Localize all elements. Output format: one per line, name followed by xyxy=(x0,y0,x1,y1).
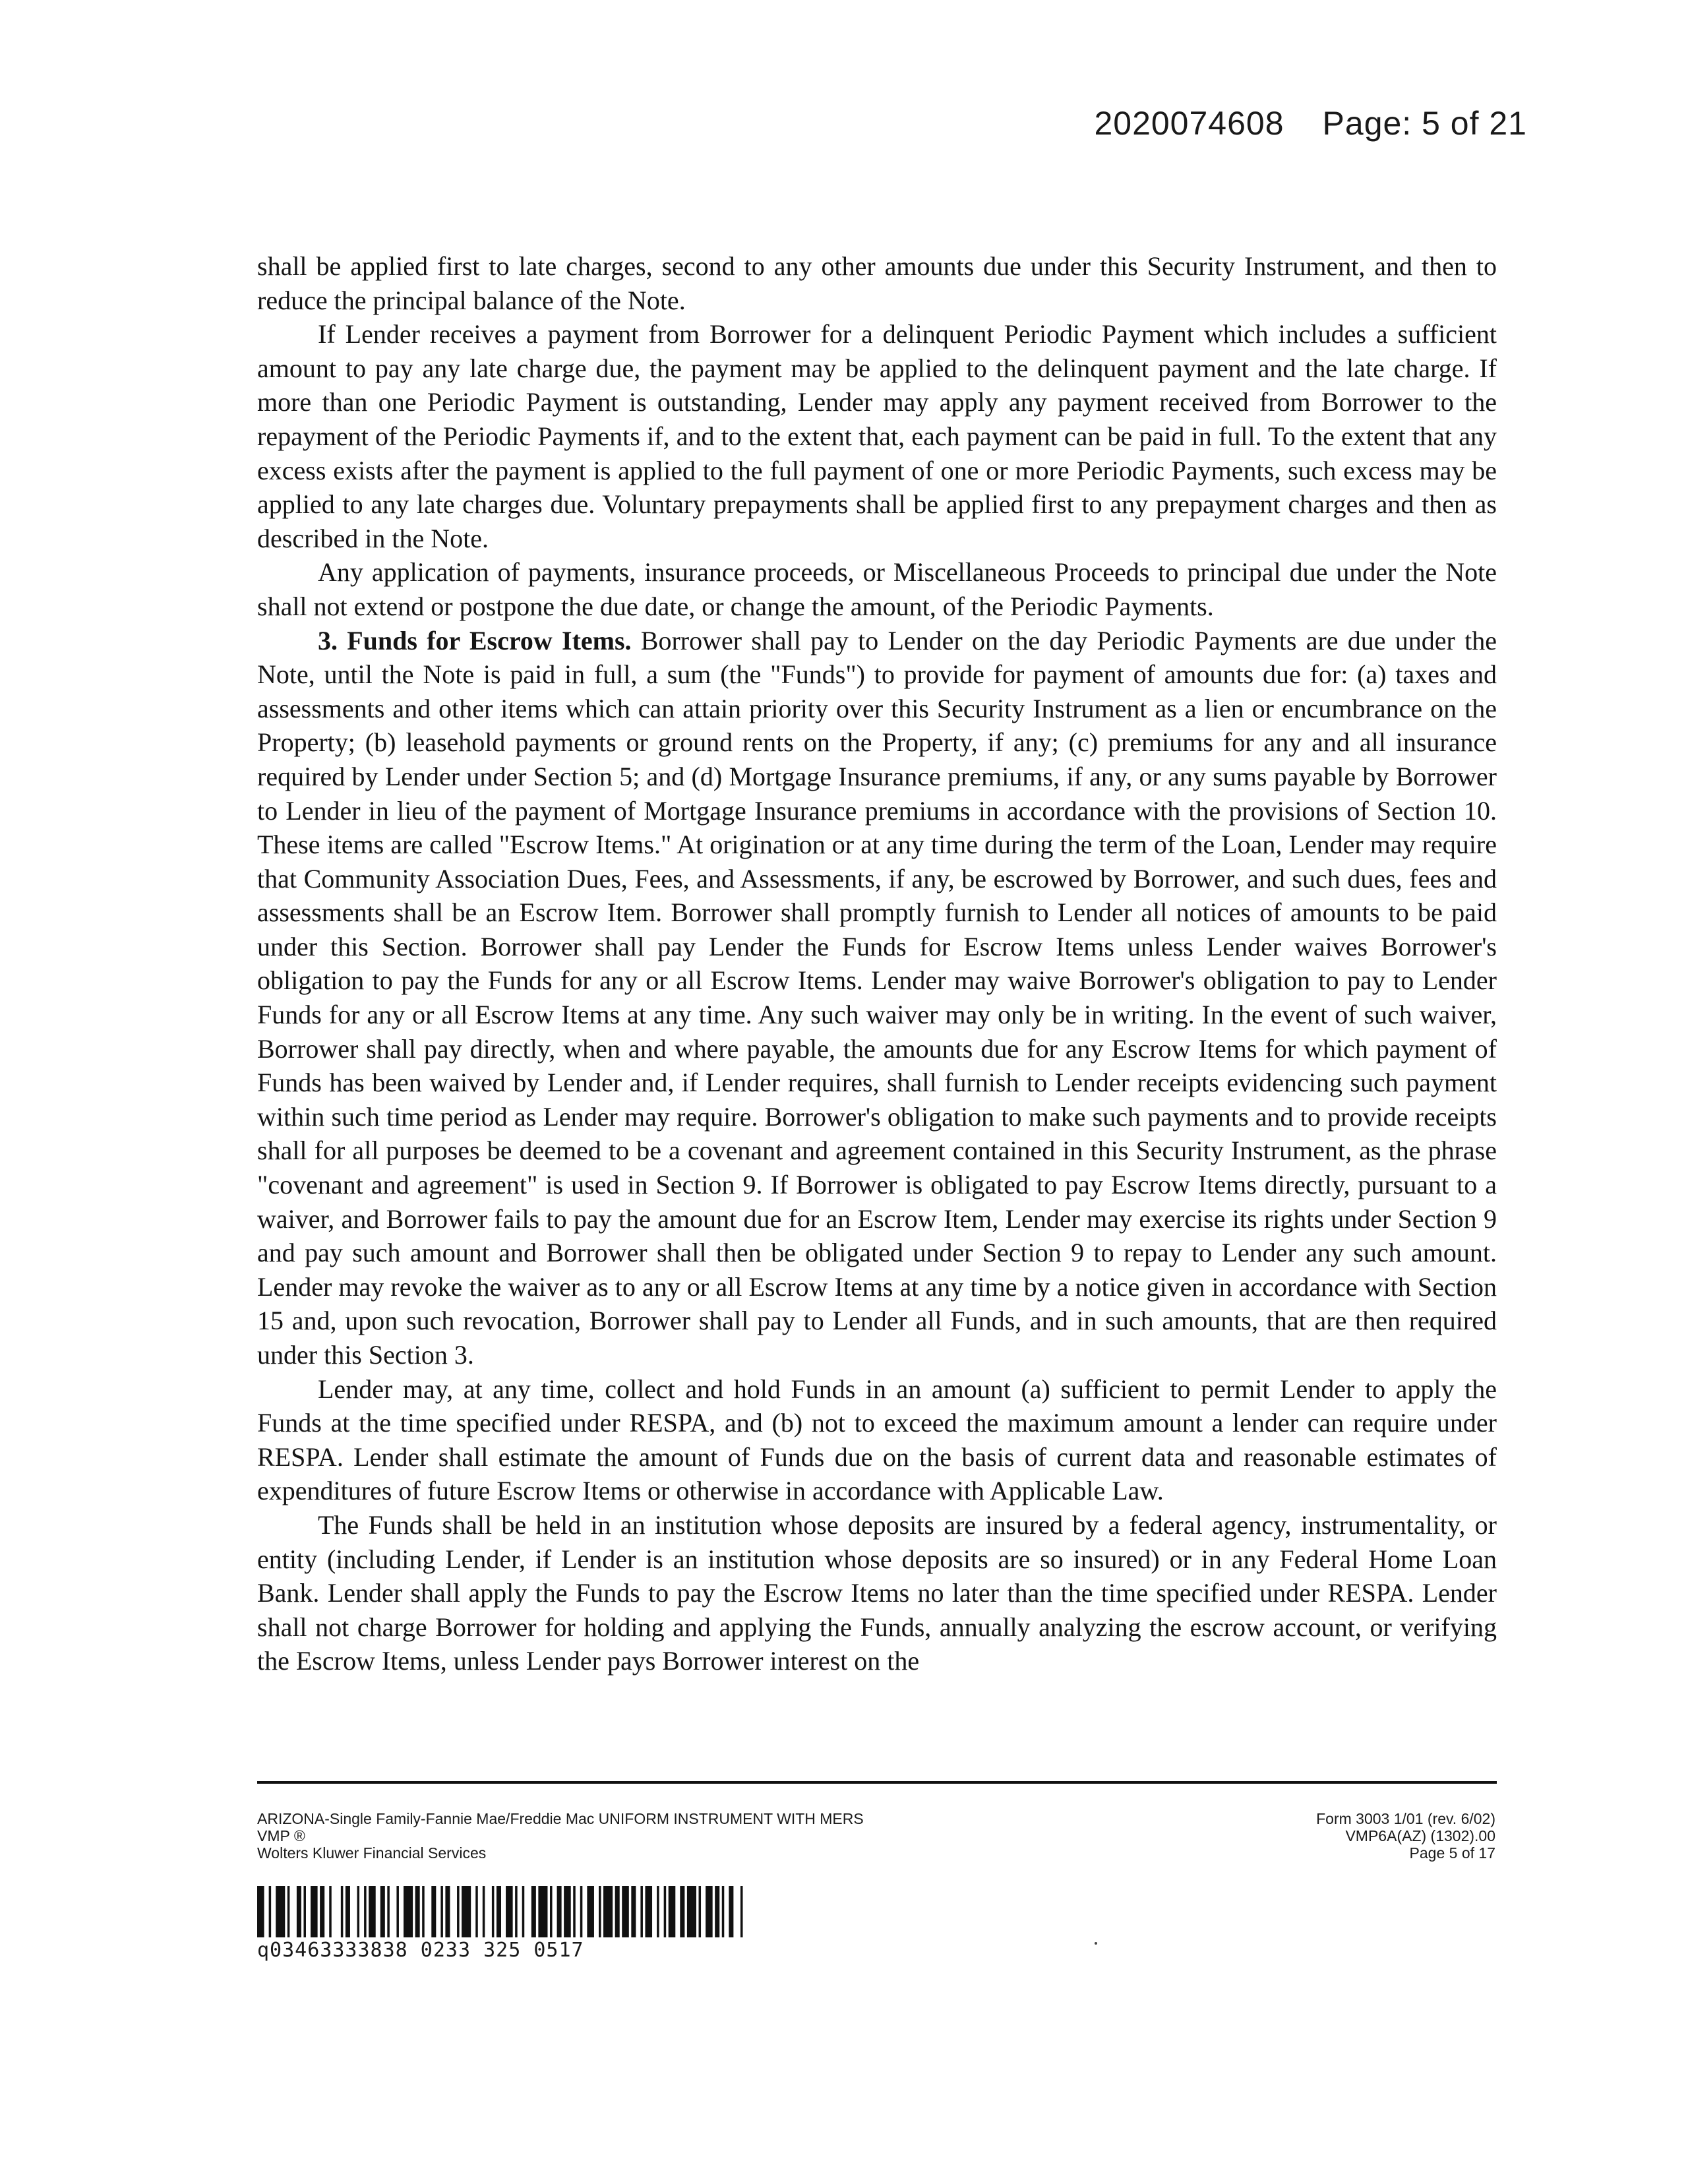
footer-publisher: Wolters Kluwer Financial Services xyxy=(257,1844,487,1862)
barcode-bar xyxy=(515,1886,518,1937)
barcode-bar xyxy=(699,1886,702,1937)
barcode-bar xyxy=(320,1886,324,1937)
barcode-bar xyxy=(687,1886,696,1937)
barcode-bar xyxy=(622,1886,629,1937)
barcode-bar xyxy=(615,1886,620,1937)
footer-form-info xyxy=(257,1810,864,1862)
barcode-bar xyxy=(657,1886,659,1937)
barcode-bar xyxy=(415,1886,420,1937)
barcode-number: q03463333838 0233 325 0517 xyxy=(257,1939,584,1962)
paragraph-respa: Lender may, at any time, collect and hold Funds in an amount (a) sufficient to permit Lender to apply the Funds at the time specified under RESPA, and (b) not to exceed the maximum amount a lender can require under RESPA. Lender shall estimate the amount of Funds due on the basis of current data and reasonable estimates of expenditures of future Escrow Items or otherwise in accordance with Applicable Law. xyxy=(257,1374,1497,1506)
barcode-bar xyxy=(669,1886,676,1937)
barcode-bar xyxy=(497,1886,501,1937)
section-heading: 3. Funds for Escrow Items. xyxy=(318,625,632,655)
barcode-bar xyxy=(297,1886,301,1937)
paragraph-continuation: shall be applied first to late charges, second to any other amounts due under this Security Instrument, and then to reduce the principal balance of the Note. xyxy=(257,251,1497,315)
barcode-bar xyxy=(587,1886,594,1937)
paragraph-institution: The Funds shall be held in an institution whose deposits are insured by a federal agency, instrumentality, or entity (including Lender, if Lender is an institution whose deposits are so insured) or in any Federal Home Loan Bank. Lender shall apply the Funds to pay the Escrow Items no later than the time specified under RESPA. Lender shall not charge Borrower for holding and applying the Funds, annually analyzing the escrow account, or verifying the Escrow Items, unless Lender pays Borrower interest on the xyxy=(257,1509,1497,1676)
barcode-bar xyxy=(492,1886,495,1937)
barcode-bar xyxy=(346,1886,350,1937)
barcode-bar xyxy=(573,1886,576,1937)
footer-rule xyxy=(257,1781,1497,1784)
barcode-bar xyxy=(715,1886,719,1937)
barcode-bar xyxy=(603,1886,613,1937)
barcode-bar xyxy=(483,1886,485,1937)
barcode-bar xyxy=(706,1886,713,1937)
barcode-bar xyxy=(680,1886,684,1937)
barcode-bar xyxy=(329,1886,332,1937)
barcode-bar xyxy=(269,1886,272,1937)
footer-vmp: VMP ® xyxy=(257,1827,305,1844)
barcode-bar xyxy=(431,1886,436,1937)
footer-page-count: Page 5 of 17 xyxy=(1409,1844,1495,1862)
barcode-bar xyxy=(303,1886,306,1937)
barcode-bar xyxy=(276,1886,285,1937)
footer-form-number xyxy=(1316,1810,1495,1862)
barcode-bar xyxy=(357,1886,360,1937)
barcode-bar xyxy=(580,1886,583,1937)
barcode-bar xyxy=(311,1886,318,1937)
barcode-bar xyxy=(445,1886,450,1937)
barcode-bar xyxy=(462,1886,471,1937)
barcode-bar xyxy=(287,1886,290,1937)
barcode-bar xyxy=(599,1886,601,1937)
paragraph-application-of-payments: Any application of payments, insurance proceeds, or Miscellaneous Proceeds to principal due under the Note shall not extend or postpone the due date, or change the amount, of the Periodic Payments. xyxy=(257,557,1497,621)
barcode-bar xyxy=(257,1886,264,1937)
barcode-bar xyxy=(631,1886,636,1937)
barcode-bar xyxy=(380,1886,385,1937)
barcode-bar xyxy=(522,1886,525,1937)
page-label: Page: 5 of 21 xyxy=(1322,105,1527,142)
barcode-bar xyxy=(369,1886,376,1937)
barcode-bar xyxy=(422,1886,425,1937)
barcode-bar xyxy=(722,1886,725,1937)
barcode-bar xyxy=(341,1886,344,1937)
barcode-bar xyxy=(729,1886,733,1937)
barcode-bar xyxy=(404,1886,413,1937)
footer-form-revision: Form 3003 1/01 (rev. 6/02) xyxy=(1316,1810,1495,1827)
paragraph-delinquent-payment: If Lender receives a payment from Borrower for a delinquent Periodic Payment which includes a sufficient amount to pay any late charge due, the payment may be applied to the delinquent payment and the late charge. If more than one Periodic Payment is outstanding, Lender may apply any payment received from Borrower to the repayment of the Periodic Payments if, and to the extent that, each payment can be paid in full. To the extent that any excess exists after the payment is applied to the full payment of one or more Periodic Payments, such excess may be applied to any late charges due. Voluntary prepayments shall be applied first to any prepayment charges and then as described in the Note. xyxy=(257,319,1497,553)
barcode-bar xyxy=(457,1886,460,1937)
paragraph-funds-for-escrow xyxy=(257,624,1497,1372)
footer-form-title: ARIZONA-Single Family-Fannie Mae/Freddie Mac UNIFORM INSTRUMENT WITH MERS xyxy=(257,1810,864,1827)
scan-speck xyxy=(1095,1942,1097,1945)
barcode-bar xyxy=(664,1886,667,1937)
barcode-bar xyxy=(640,1886,643,1937)
barcode-bar xyxy=(396,1886,399,1937)
barcode-bar xyxy=(364,1886,367,1937)
document-body xyxy=(257,249,1497,1678)
barcode-bar xyxy=(387,1886,390,1937)
barcode-bar xyxy=(645,1886,652,1937)
barcode-image xyxy=(257,1886,745,1937)
barcode-bar xyxy=(557,1886,562,1937)
barcode-bar xyxy=(440,1886,443,1937)
barcode-bar xyxy=(740,1886,743,1937)
barcode-bar xyxy=(531,1886,536,1937)
section-text: Borrower shall pay to Lender on the day Periodic Payments are due under the Note, until the Note is paid in full, a sum (the "Funds") to provide for payment of amounts due for: (a) taxes and assessments and other items which can attain priority over this Security Instrument as a lien or encumbrance on the Property; (b) leasehold payments or ground rents on the Property, if any; (c) premiums for any and all insurance required by Lender under Section 5; and (d) Mortgage Insurance premiums, if any, or any sums payable by Borrower to Lender in lieu of the payment of Mortgage Insurance premiums in accordance with the provisions of Section 10. These items are called "Escrow Items." At origination or at any time during the term of the Loan, Lender may require that Community Association Dues, Fees, and Assessments, if any, be escrowed by Borrower, and such dues, fees and assessments shall be an Escrow Item. Borrower shall promptly furnish to Lender all notices of amounts to be paid under this Section. Borrower shall pay Lender the Funds for Escrow Items unless Lender waives Borrower's obligation to pay the Funds for any or all Escrow Items. Lender may waive Borrower's obligation to pay to Lender Funds for any or all Escrow Items at any time. Any such waiver may only be in writing. In the event of such waiver, Borrower shall pay directly, when and where payable, the amounts due for any Escrow Items for which payment of Funds has been waived by Lender and, if Lender requires, shall furnish to Lender receipts evidencing such payment within such time period as Lender may require. Borrower's obligation to make such payments and to provide receipts shall for all purposes be deemed to be a covenant and agreement contained in this Security Instrument, as the phrase "covenant and agreement" is used in Section 9. If Borrower is obligated to pay Escrow Items directly, pursuant to a waiver, and Borrower fails to pay the amount due for an Escrow Item, Lender may exercise its rights under Section 9 and pay such amount and Borrower shall then be obligated under Section 9 to repay to Lender any such amount. Lender may revoke the waiver as to any or all Escrow Items at any time by a notice given in accordance with Section 15 and, upon such revocation, Borrower shall pay to Lender all Funds, and in such amounts, that are then required under this Section 3. xyxy=(257,625,1497,1370)
barcode-bar xyxy=(550,1886,553,1937)
recording-stamp xyxy=(1094,104,1527,142)
barcode-bar xyxy=(564,1886,571,1937)
document-number: 2020074608 xyxy=(1094,105,1284,142)
footer-form-code: VMP6A(AZ) (1302).00 xyxy=(1345,1827,1495,1844)
barcode-bar xyxy=(475,1886,478,1937)
barcode-bar xyxy=(538,1886,547,1937)
barcode-bar xyxy=(506,1886,513,1937)
